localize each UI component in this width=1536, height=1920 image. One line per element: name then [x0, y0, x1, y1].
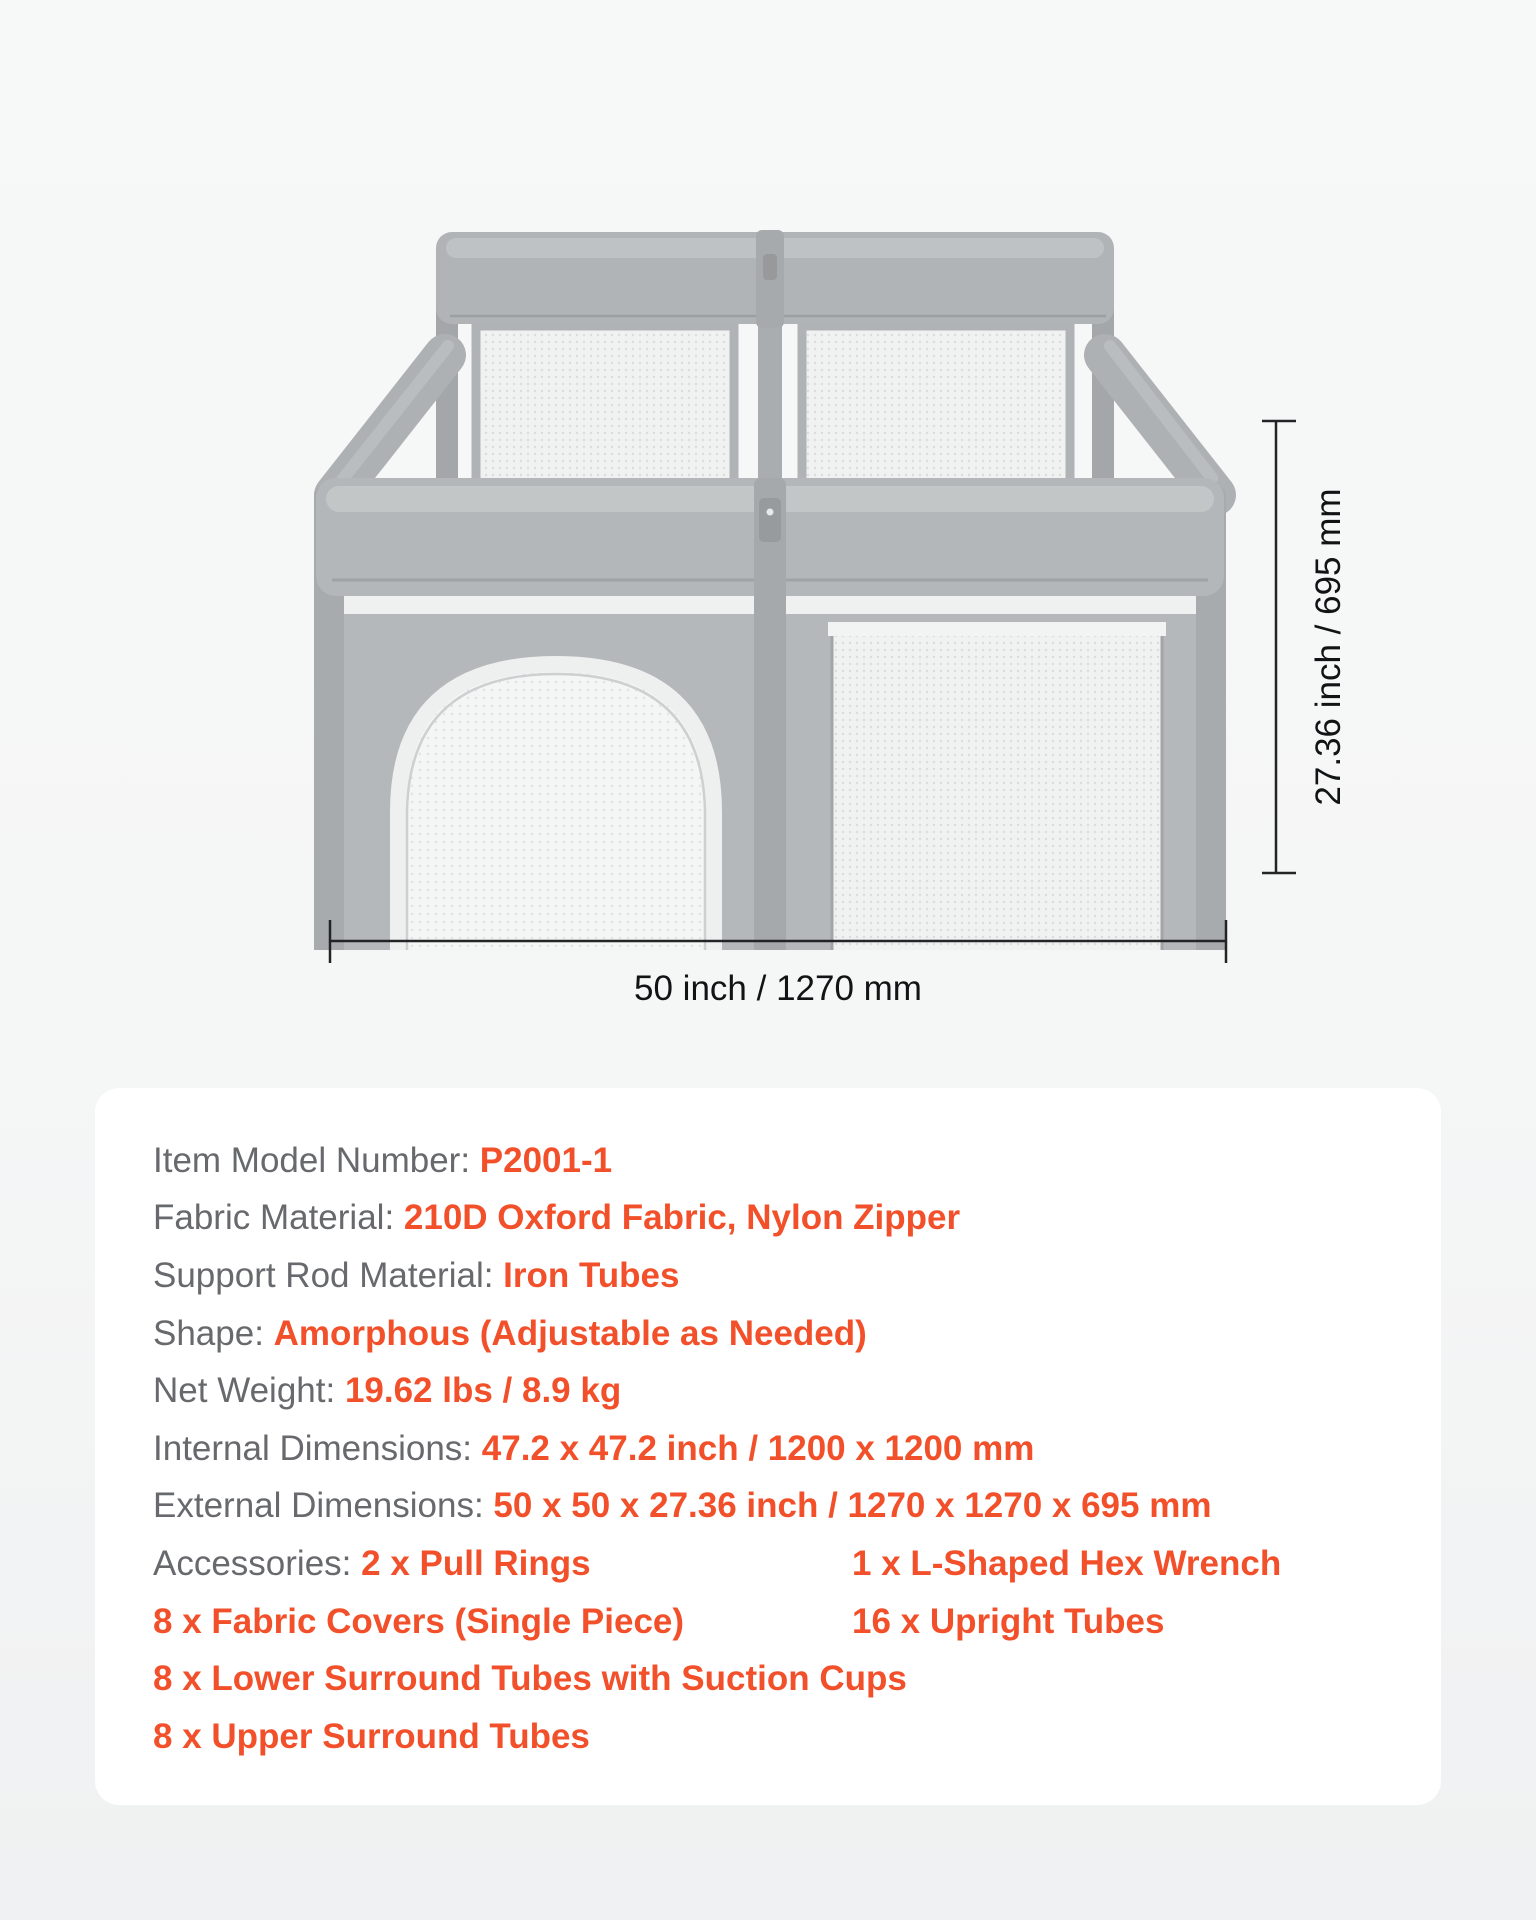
width-dimension-label: 50 inch / 1270 mm	[634, 969, 922, 1008]
spec-row-internal-dim	[153, 1420, 1383, 1478]
front-mesh-window	[832, 628, 1162, 950]
spec-label: Support Rod Material:	[153, 1255, 504, 1295]
spec-value: 19.62 lbs / 8.9 kg	[344, 1371, 622, 1411]
front-center-post	[754, 478, 786, 950]
spec-row-accessories-1	[153, 1535, 1383, 1593]
spec-label: External Dimensions:	[153, 1486, 494, 1526]
spec-value: Iron Tubes	[503, 1255, 680, 1295]
spec-row-accessories-4	[153, 1708, 1383, 1766]
spec-row-external-dim	[153, 1478, 1383, 1536]
height-dimension-label: 27.36 inch / 695 mm	[1309, 488, 1348, 806]
spec-row-accessories-3	[153, 1650, 1383, 1708]
spec-value: 8 x Lower Surround Tubes with Suction Cups	[153, 1659, 907, 1699]
front-center-buckle	[759, 498, 781, 542]
spec-value: P2001-1	[479, 1140, 613, 1180]
height-dimension	[1240, 400, 1410, 900]
spec-label: Internal Dimensions:	[153, 1428, 482, 1468]
right-side-rail	[1105, 355, 1215, 495]
spec-value: 8 x Upper Surround Tubes	[153, 1716, 590, 1756]
spec-value: 210D Oxford Fabric, Nylon Zipper	[403, 1198, 961, 1238]
spec-row-accessories-2	[153, 1593, 1383, 1651]
spec-card	[95, 1088, 1441, 1805]
spec-value: 47.2 x 47.2 inch / 1200 x 1200 mm	[481, 1428, 1035, 1468]
spec-label: Item Model Number:	[153, 1140, 480, 1180]
spec-label: Net Weight:	[153, 1371, 345, 1411]
spec-label: Accessories:	[153, 1543, 362, 1583]
front-window-trim	[828, 622, 1166, 636]
rear-hinge-buckle	[763, 254, 777, 280]
rear-mesh-left	[476, 326, 734, 484]
spec-value: 50 x 50 x 27.36 inch / 1270 x 1270 x 695 mm	[493, 1486, 1212, 1526]
spec-value: 8 x Fabric Covers (Single Piece)	[153, 1601, 685, 1641]
spec-row-shape	[153, 1305, 1383, 1363]
spec-value: 2 x Pull Rings	[361, 1543, 591, 1583]
playpen-illustration	[280, 150, 1280, 950]
rear-mesh-right	[802, 326, 1070, 484]
spec-row-fabric	[153, 1190, 1383, 1248]
rear-center-post	[758, 310, 782, 490]
spec-value-col2: 1 x L-Shaped Hex Wrench	[852, 1543, 1282, 1583]
spec-row-model	[153, 1132, 1383, 1190]
spec-value-col2: 16 x Upright Tubes	[852, 1601, 1165, 1641]
spec-row-weight	[153, 1362, 1383, 1420]
buckle-dot	[767, 509, 774, 516]
spec-value: Amorphous (Adjustable as Needed)	[273, 1313, 867, 1353]
spec-label: Shape:	[153, 1313, 274, 1353]
width-dimension	[300, 905, 1250, 1020]
spec-label: Fabric Material:	[153, 1198, 404, 1238]
spec-row-rod	[153, 1247, 1383, 1305]
left-side-rail-highlight	[342, 346, 448, 480]
